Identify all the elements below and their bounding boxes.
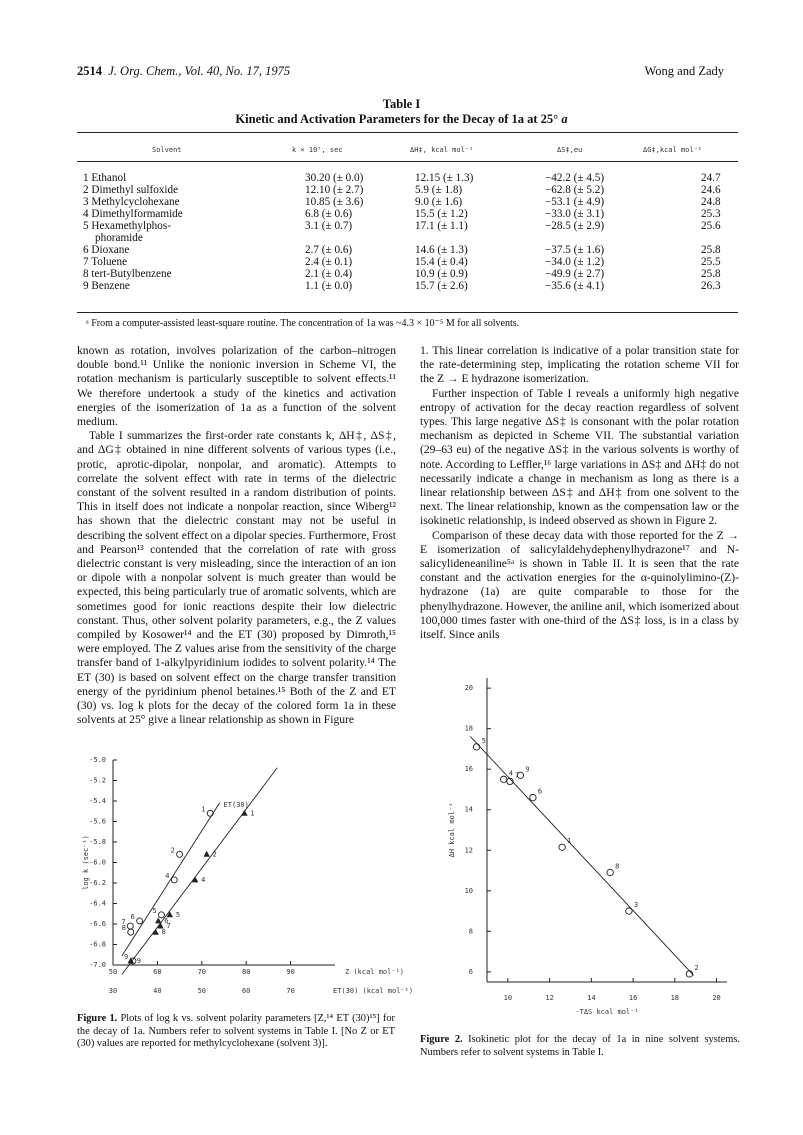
data-point bbox=[686, 971, 692, 977]
table-cell: 26.3 bbox=[701, 280, 721, 292]
table-cell: phoramide bbox=[95, 232, 143, 244]
paragraph: known as rotation, involves polarization of the carbon–nitrogen double bond.¹¹ Unlike the nonionic inversion in Scheme VI, the rotation mechanism is particularly susceptible to solvent effects.¹¹ We therefore undertook a study of the kinetics and activation energies of the isomerization of 1a as a function of the solvent medium. bbox=[77, 344, 396, 429]
figure-2-caption: Figure 2. Isokinetic plot for the decay of 1a in nine solvent systems. Numbers refer to solvent systems in Table I. bbox=[420, 1034, 740, 1058]
x-tick-label: 12 bbox=[545, 994, 554, 1002]
col-header-k: k × 10⁷, sec bbox=[292, 146, 343, 154]
data-point bbox=[530, 794, 536, 800]
table-cell: −35.6 (± 4.1) bbox=[545, 280, 605, 292]
table-cell: −42.2 (± 4.5) bbox=[545, 172, 605, 184]
col-header-ds: ΔS‡,eu bbox=[557, 146, 583, 154]
kinetic-table bbox=[83, 172, 781, 292]
et30-point-label: 9 bbox=[123, 952, 129, 961]
table-cell: 6 Dioxane bbox=[83, 244, 130, 256]
table-row bbox=[83, 232, 781, 244]
data-point bbox=[500, 776, 506, 782]
table-cell: 25.3 bbox=[701, 208, 721, 220]
z-point bbox=[152, 929, 158, 935]
x-tick-label-z: 70 bbox=[197, 968, 207, 976]
table-cell: −28.5 (± 2.9) bbox=[545, 220, 605, 232]
z-point-label: 8 bbox=[161, 928, 166, 937]
et30-point-label: 8 bbox=[121, 924, 126, 933]
z-point-label: 1 bbox=[250, 809, 255, 818]
running-header-authors: Wong and Zady bbox=[644, 64, 724, 78]
right-column bbox=[420, 344, 739, 642]
table-bottom-rule bbox=[77, 312, 738, 313]
z-point-label: 5 bbox=[175, 910, 181, 919]
table-cell: 12.10 (± 2.7) bbox=[305, 184, 364, 196]
table-cell: 30.20 (± 0.0) bbox=[305, 172, 364, 184]
et30-point bbox=[171, 877, 177, 883]
y-tick-label: -6.8 bbox=[89, 940, 106, 949]
table-cell: 2.7 (± 0.6) bbox=[305, 244, 353, 256]
table-row bbox=[83, 196, 781, 208]
et30-point bbox=[128, 929, 134, 935]
paragraph: Further inspection of Table I reveals a uniformly high negative entropy of activation for the decay reaction regardless of solvent types. This large negative ΔS‡ is consonant with the polar rotation mechanism as depicted in Scheme VII. The substantial variation (29–63 eu) of the negative ΔS‡ in the various solvents is worthy of note. According to Leffler,¹⁶ large variations in ΔS‡ and ΔH‡ do not necessarily indicate a change in mechanism as long as there is a linear relationship between ΔS‡ and ΔH‡ from one solvent to the next. The linear relationship, known as the compensation law or the isokinetic relationship, is indeed observed as shown in Figure 2. bbox=[420, 386, 739, 528]
x-tick-label-et: 30 bbox=[108, 987, 118, 995]
x-tick-label-et: 70 bbox=[286, 987, 295, 995]
table-row bbox=[83, 268, 781, 280]
table-cell: 1 Ethanol bbox=[83, 172, 127, 184]
table-cell: 24.6 bbox=[701, 184, 721, 196]
y-tick-label: 20 bbox=[464, 684, 473, 693]
z-point bbox=[155, 917, 161, 923]
et30-point-label: 7 bbox=[121, 918, 126, 927]
table-cell: −37.5 (± 1.6) bbox=[545, 244, 605, 256]
et30-line-label: ET(30) bbox=[223, 801, 249, 810]
y-tick-label: 16 bbox=[464, 765, 473, 774]
y-tick-label: 8 bbox=[468, 927, 473, 936]
table-cell: −53.1 (± 4.9) bbox=[545, 196, 605, 208]
data-point-label: 6 bbox=[537, 787, 543, 796]
x-tick-label-z: 80 bbox=[241, 968, 251, 976]
y-tick-label: -6.0 bbox=[89, 858, 106, 867]
journal-citation: J. Org. Chem., Vol. 40, No. 17, 1975 bbox=[108, 64, 291, 78]
table-row bbox=[83, 256, 781, 268]
y-tick-label: -5.6 bbox=[89, 817, 106, 826]
x-tick-label-z: 50 bbox=[108, 968, 118, 976]
table-cell: −49.9 (± 2.7) bbox=[545, 268, 605, 280]
z-point bbox=[241, 810, 247, 816]
et30-point bbox=[207, 810, 213, 816]
table-cell: 25.8 bbox=[701, 244, 721, 256]
figure-1-plot bbox=[80, 750, 414, 1010]
table-cell: 2 Dimethyl sulfoxide bbox=[83, 184, 179, 196]
et30-point-label: 5 bbox=[152, 906, 157, 915]
table-cell bbox=[305, 232, 415, 244]
y-tick-label: 18 bbox=[464, 724, 473, 733]
table-cell: 10.9 (± 0.9) bbox=[415, 268, 468, 280]
table-cell: 3 Methylcyclohexane bbox=[83, 196, 180, 208]
y-axis-label: log k (sec⁻¹) bbox=[82, 835, 90, 890]
table-cell: 24.7 bbox=[701, 172, 721, 184]
col-header-dh: ΔH‡, kcal mol⁻¹ bbox=[410, 146, 474, 154]
table-cell: 10.85 (± 3.6) bbox=[305, 196, 364, 208]
x-tick-label-et: 40 bbox=[153, 987, 162, 995]
z-point-label: 7 bbox=[166, 922, 171, 931]
col-header-dg: ΔG‡,kcal mol⁻¹ bbox=[643, 146, 703, 154]
x-tick-label: 10 bbox=[503, 994, 513, 1002]
table-row bbox=[83, 220, 781, 232]
data-point bbox=[626, 908, 632, 914]
table-cell: 1.1 (± 0.0) bbox=[305, 280, 353, 292]
y-tick-label: -6.6 bbox=[89, 920, 106, 928]
figure-1-caption: Figure 1. Plots of log k vs. solvent polarity parameters [Z,¹⁴ ET (30)¹⁵] for the decay of 1a. Numbers refer to solvent systems in Table I. [No Z or ET (30) values are reported for methylcyclohexane (solvent 3)]. bbox=[77, 1013, 395, 1049]
table-cell bbox=[675, 232, 781, 244]
y-tick-label: 10 bbox=[464, 886, 473, 895]
data-point bbox=[473, 744, 479, 750]
table-cell: 12.15 (± 1.3) bbox=[415, 172, 474, 184]
table-cell: 5.9 (± 1.8) bbox=[415, 184, 463, 196]
left-column bbox=[77, 344, 396, 727]
y-tick-label: -5.0 bbox=[89, 756, 106, 764]
y-tick-label: 14 bbox=[464, 805, 473, 814]
z-fit-line bbox=[122, 768, 277, 975]
table-cell: 2.4 (± 0.1) bbox=[305, 256, 353, 268]
col-header-solvent: Solvent bbox=[152, 146, 182, 154]
z-point-label: 9 bbox=[136, 956, 141, 965]
data-point-label: 1 bbox=[567, 837, 572, 846]
table-cell: 25.8 bbox=[701, 268, 721, 280]
x-tick-label: 18 bbox=[670, 994, 680, 1002]
table-cell: 9 Benzene bbox=[83, 280, 130, 292]
y-tick-label: -6.2 bbox=[89, 879, 106, 887]
et30-point-label: 2 bbox=[170, 846, 175, 855]
table-row bbox=[83, 244, 781, 256]
y-tick-label: -6.4 bbox=[89, 899, 106, 908]
x-tick-label-z: 90 bbox=[286, 968, 295, 976]
table-cell: 25.6 bbox=[701, 220, 721, 232]
table-cell: 7 Toluene bbox=[83, 256, 128, 268]
paragraph: Comparison of these decay data with those reported for the Z → E isomerization of salicylaldehydephenylhydrazone¹⁷ and N-salicylideneaniline⁵ᵃ is shown in Table II. It is seen that the rate constant and the activation energies for the α-quinolylimino-(Z)-hydrazone (1a) are quite comparable to those for the phenylhydrazone. However, the aniline anil, which isomerized about 100,000 times faster with one-third of the ΔS‡ loss, is in a class by itself. Since anils bbox=[420, 528, 739, 642]
table-cell: 15.5 (± 1.2) bbox=[415, 208, 468, 220]
table-cell: 15.4 (± 0.4) bbox=[415, 256, 468, 268]
et30-point-label: 1 bbox=[201, 805, 206, 814]
table-cell: −34.0 (± 1.2) bbox=[545, 256, 605, 268]
table-cell: 15.7 (± 2.6) bbox=[415, 280, 468, 292]
z-point-label: 2 bbox=[212, 850, 217, 859]
et30-point bbox=[137, 918, 143, 924]
y-tick-label: -7.0 bbox=[89, 961, 106, 969]
table-cell: 3.1 (± 0.7) bbox=[305, 220, 353, 232]
isokinetic-fit-line bbox=[470, 736, 693, 975]
table-row bbox=[83, 208, 781, 220]
table-row bbox=[83, 184, 781, 196]
x-tick-label-et: 50 bbox=[197, 987, 207, 995]
table-cell: 4 Dimethylformamide bbox=[83, 208, 183, 220]
paragraph: 1. This linear correlation is indicative of a polar transition state for the rate-determining step, implicating the rotation scheme VII for the Z → E hydrazone isomerization. bbox=[420, 344, 739, 386]
table-cell bbox=[545, 232, 675, 244]
figure-2-plot bbox=[440, 670, 740, 1032]
table-cell: 9.0 (± 1.6) bbox=[415, 196, 463, 208]
y-axis-label: ΔH kcal mol⁻¹ bbox=[448, 802, 456, 858]
data-point-label: 7 bbox=[514, 771, 520, 780]
data-point-label: 9 bbox=[525, 765, 530, 774]
table-header-rule bbox=[77, 161, 738, 162]
running-header-left bbox=[77, 64, 290, 79]
z-point bbox=[203, 851, 209, 857]
y-tick-label: -5.4 bbox=[89, 797, 106, 805]
x-tick-label: 20 bbox=[712, 994, 721, 1002]
data-point bbox=[607, 869, 613, 875]
data-point-label: 2 bbox=[694, 963, 699, 972]
x-tick-label: 14 bbox=[587, 994, 596, 1002]
data-point-label: 4 bbox=[508, 769, 513, 778]
data-point-label: 8 bbox=[615, 862, 620, 871]
et30-point bbox=[177, 851, 183, 857]
table-cell bbox=[415, 232, 545, 244]
et30-point-label: 4 bbox=[165, 871, 170, 880]
table-row bbox=[83, 280, 781, 292]
z-point-label: 4 bbox=[201, 875, 206, 884]
table-footnote: ᵃ From a computer-assisted least-square routine. The concentration of 1a was ~4.3 × 10⁻⁵ M for all solvents. bbox=[86, 318, 520, 329]
table-row bbox=[83, 172, 781, 184]
table-cell: −62.8 (± 5.2) bbox=[545, 184, 605, 196]
x-axis-label: -TΔS kcal mol⁻¹ bbox=[575, 1008, 639, 1016]
data-point-label: 3 bbox=[633, 901, 639, 910]
data-point bbox=[559, 844, 565, 850]
table-cell: 17.1 (± 1.1) bbox=[415, 220, 468, 232]
table-label: Table I bbox=[382, 97, 421, 111]
table-title: Kinetic and Activation Parameters for the Decay of 1a at 25° a bbox=[235, 112, 568, 126]
table-top-rule bbox=[77, 132, 738, 133]
x-tick-label-et: 60 bbox=[241, 987, 251, 995]
table-cell: 14.6 (± 1.3) bbox=[415, 244, 468, 256]
table-cell: 6.8 (± 0.6) bbox=[305, 208, 353, 220]
et30-point bbox=[127, 923, 133, 929]
y-tick-label: -5.8 bbox=[89, 838, 106, 846]
et30-point-label: 6 bbox=[130, 912, 135, 921]
table-cell: 24.8 bbox=[701, 196, 721, 208]
table-cell: 8 tert-Butylbenzene bbox=[83, 268, 172, 280]
table-cell: −33.0 (± 3.1) bbox=[545, 208, 605, 220]
paragraph: Table I summarizes the first-order rate constants k, ΔH‡, ΔS‡, and ΔG‡ obtained in nine different solvents of various types (i.e., protic, aprotic-dipolar, nonpolar, and aromatic). Attempts to correlate the solvent effect with rate in terms of the dielectric constant of the solvent resulted in a random distribution of points. This in itself does not indicate a nonpolar reaction, since Wiberg¹² has shown that the dielectric constant may not be useful in describing the solvent effect on a dipolar species. Furthermore, Frost and Pearson¹³ contended that the correlation of rate with gross dielectric constant is very misleading, since the interaction of an ion or dipole with a nonpolar solvent is much greater than would be expected, this being particularly true of aromatic solvents, which are sometimes good for ionic reactions despite their low dielectric constant. Thus, other solvent polarity parameters, e.g., the Z values compiled by Kosower¹⁴ and the ET (30) proposed by Dimroth,¹⁵ were employed. The Z values arise from the sensitivity of the charge transfer band of 1-alkylpyridinium iodides to solvent polarity.¹⁴ The ET (30) is based on solvent effect on the charge transfer transition energy of the pyridinium phenol betaines.¹⁵ Both of the Z and ET (30) vs. log k plots for the decay of the colored form 1a in these solvents at 25° give a linear relationship as shown in Figure bbox=[77, 429, 396, 727]
table-cell: 2.1 (± 0.4) bbox=[305, 268, 353, 280]
data-point-label: 5 bbox=[481, 736, 486, 745]
x-axis-label-z: Z (kcal mol⁻¹) bbox=[345, 968, 405, 976]
y-tick-label: -5.2 bbox=[89, 776, 106, 785]
x-tick-label-z: 60 bbox=[153, 968, 162, 976]
y-tick-label: 6 bbox=[468, 967, 473, 976]
page-number: 2514 bbox=[77, 64, 102, 78]
x-tick-label: 16 bbox=[628, 994, 638, 1002]
x-axis-label-et: ET(30) (kcal mol⁻¹) bbox=[333, 987, 414, 995]
table-cell: 5 Hexamethylphos- bbox=[83, 220, 171, 232]
y-tick-label: 12 bbox=[464, 846, 473, 855]
table-heading bbox=[0, 97, 803, 127]
z-point-label: 6 bbox=[164, 916, 169, 925]
table-cell: 25.5 bbox=[701, 256, 721, 268]
